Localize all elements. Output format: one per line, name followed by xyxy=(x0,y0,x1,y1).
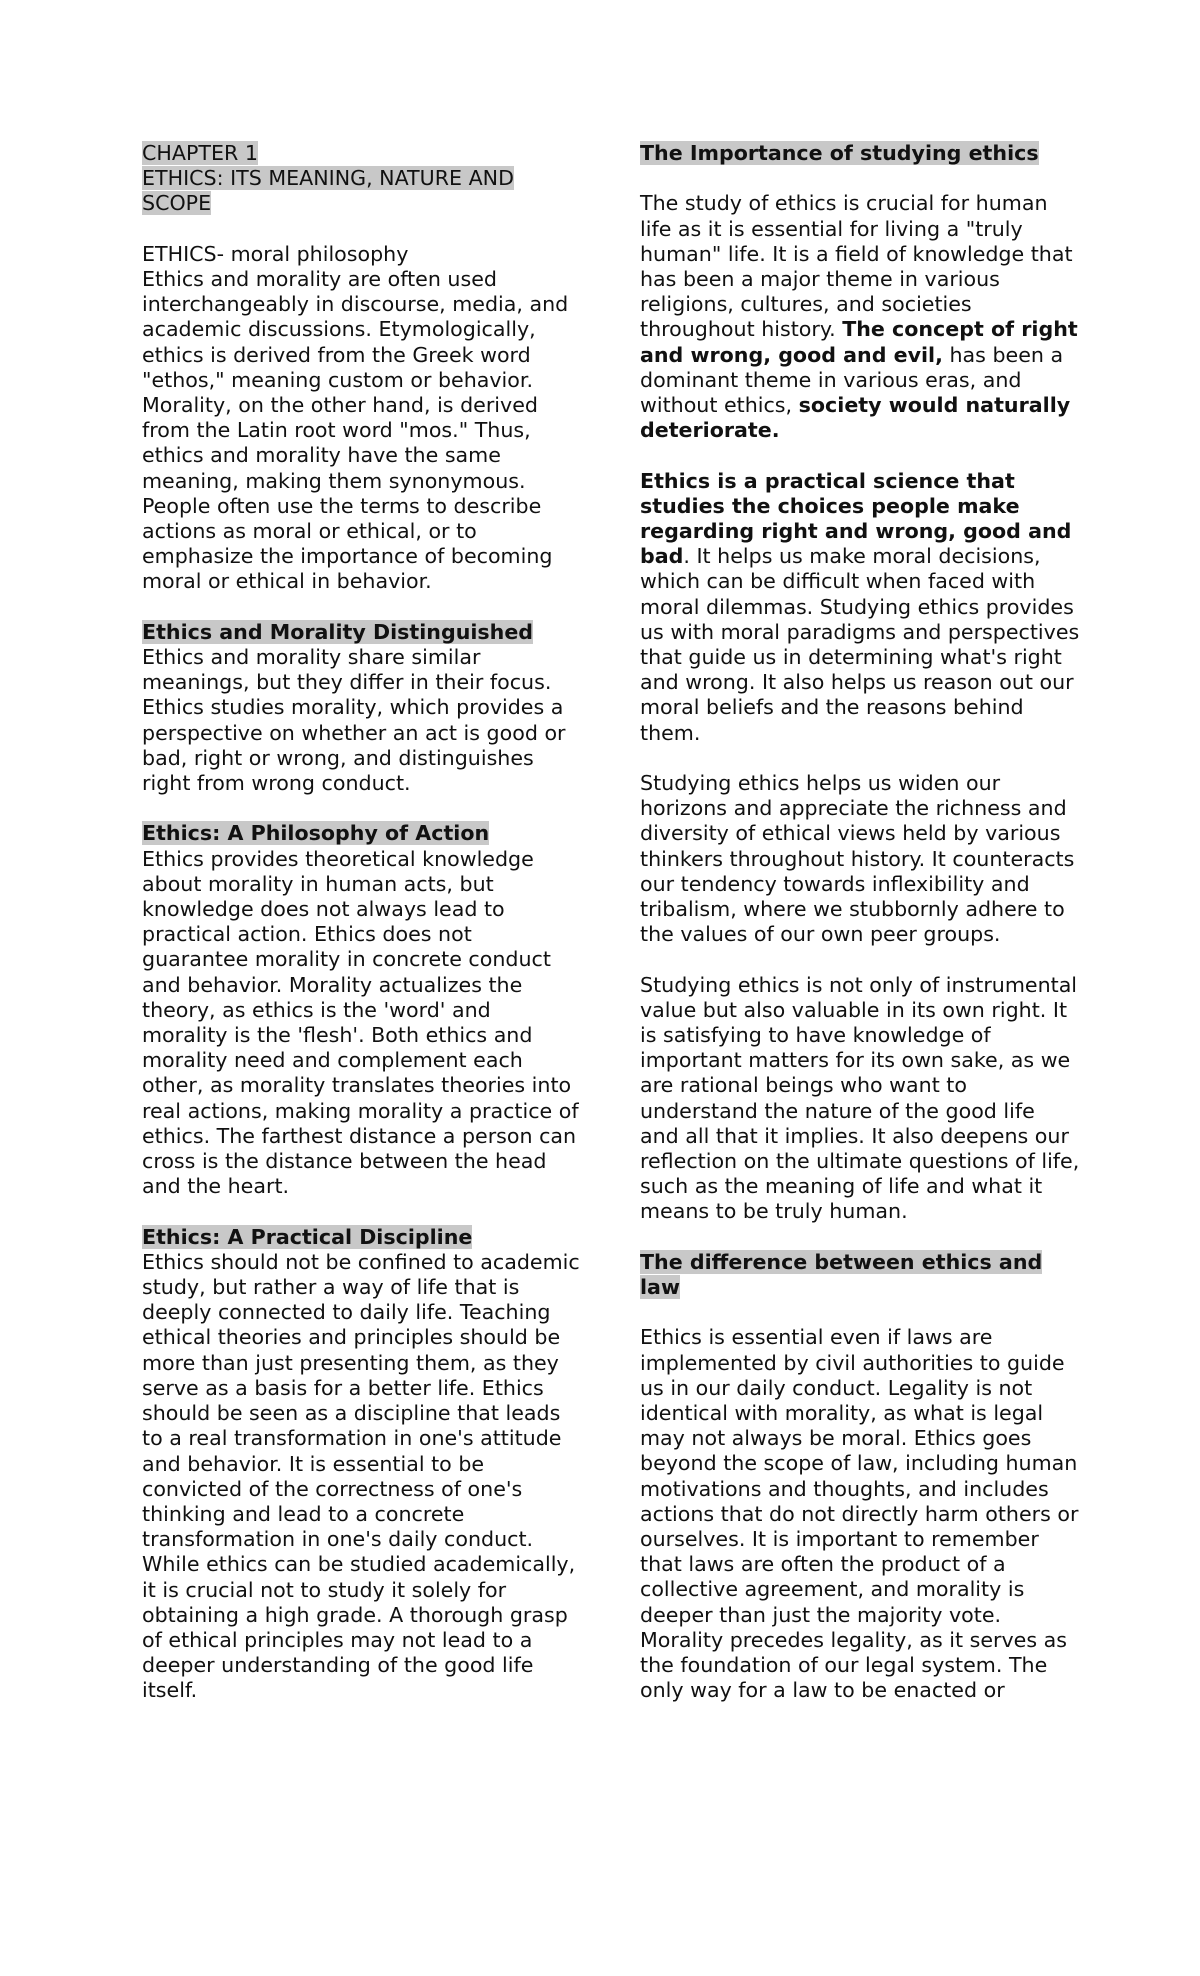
left-column xyxy=(142,141,582,1704)
chapter-number: CHAPTER 1 xyxy=(142,141,258,165)
importance-paragraph-3: Studying ethics helps us widen our horizons and appreciate the richness and diversity of ethical views held by various thinkers throughout history. It counteracts our tendency towards inflexibility and tribalism, where we stubbornly adhere to the values of our own peer groups. xyxy=(640,771,1075,947)
chapter-title-line-2: SCOPE xyxy=(142,191,212,216)
heading-importance-of-ethics: The Importance of studying ethics xyxy=(640,141,1039,165)
chapter-title xyxy=(142,141,582,217)
section-body: Ethics and morality share similar meanings, but they differ in their focus. Ethics studies morality, which provides a perspective on whether an act is good or bad, right or wrong, and distinguishes right from wrong conduct. xyxy=(142,645,566,796)
intro-paragraph: Ethics and morality are often used interchangeably in discourse, media, and academic discussions. Etymologically, ethics is derived from the Greek word "ethos," meaning custom or behavior. Morality, on the other hand, is derived from the Latin root word "mos." Thus, ethics and morality have the same meaning, making them synonymous. People often use the terms to describe actions as moral or ethical, or to emphasize the importance of becoming moral or ethical in behavior. xyxy=(142,267,569,594)
heading-ethics-and-law-line-2: law xyxy=(640,1275,680,1300)
chapter-title-line-1: ETHICS: ITS MEANING, NATURE AND xyxy=(142,166,514,191)
right-column xyxy=(640,141,1080,1704)
section-heading xyxy=(640,1250,1080,1300)
section-body: Ethics should not be confined to academic study, but rather a way of life that is deeply connected to daily life. Teaching ethical theories and principles should be more than just presenting them, as they serve as a basis for a better life. Ethics should be seen as a discipline that leads to a real transformation in one's attitude and behavior. It is essential to be convicted of the correctness of one's thinking and lead to a concrete transformation in one's daily conduct. While ethics can be studied academically, it is crucial not to study it solely for obtaining a high grade. A thorough grasp of ethical principles may not lead to a deeper understanding of the good life itself. xyxy=(142,1249,580,1703)
section-heading xyxy=(142,821,582,846)
heading-philosophy-of-action: Ethics: A Philosophy of Action xyxy=(142,821,490,846)
ethics-definition: ETHICS- moral philosophy xyxy=(142,241,409,266)
importance-paragraph-1: The study of ethics is crucial for human life as it is essential for living a "truly human" life. It is a field of knowledge that has been a major theme in various religions, cultures, and societies throughout history. The concept of right and wrong, good and evil, has been a dominant theme in various eras, and without ethics, society would naturally deteriorate. xyxy=(640,191,1078,443)
heading-ethics-and-law-line-1: The difference between ethics and xyxy=(640,1249,1043,1274)
section-heading xyxy=(142,1225,582,1250)
importance-paragraph-2: Ethics is a practical science that studies the choices people make regarding right and wrong, good and bad. It helps us make moral decisions, which can be difficult when faced with moral dilemmas. Studying ethics provides us with moral paradigms and perspectives that guide us in determining what's right and wrong. It also helps us reason out our moral beliefs and the reasons behind them. xyxy=(640,468,1080,745)
section-body: Ethics provides theoretical knowledge about morality in human acts, but knowledge does not always lead to practical action. Ethics does not guarantee morality in concrete conduct and behavior. Morality actualizes the theory, as ethics is the 'word' and morality is the 'flesh'. Both ethics and morality need and complement each other, as morality translates theories into real actions, making morality a practice of ethics. The farthest distance a person can cross is the distance between the head and the heart. xyxy=(142,846,579,1199)
section-heading xyxy=(142,620,582,645)
importance-paragraph-4: Studying ethics is not only of instrumental value but also valuable in its own right. It is satisfying to have knowledge of important matters for its own sake, as we are rational beings who want to understand the nature of the good life and all that it implies. It also deepens our reflection on the ultimate questions of life, such as the meaning of life and what it means to be truly human. xyxy=(640,972,1080,1224)
law-paragraph: Ethics is essential even if laws are implemented by civil authorities to guide us in our daily conduct. Legality is not identical with morality, as what is legal may not always be moral. Ethics goes beyond the scope of law, including human motivations and thoughts, and includes actions that do not directly harm others or ourselves. It is important to remember that laws are often the product of a collective agreement, and morality is deeper than just the majority vote. Morality precedes legality, as it serves as the foundation of our legal system. The only way for a law to be enacted or xyxy=(640,1325,1079,1703)
heading-practical-discipline: Ethics: A Practical Discipline xyxy=(142,1224,473,1249)
heading-ethics-morality-distinguished: Ethics and Morality Distinguished xyxy=(142,619,534,644)
section-heading xyxy=(640,141,1080,166)
